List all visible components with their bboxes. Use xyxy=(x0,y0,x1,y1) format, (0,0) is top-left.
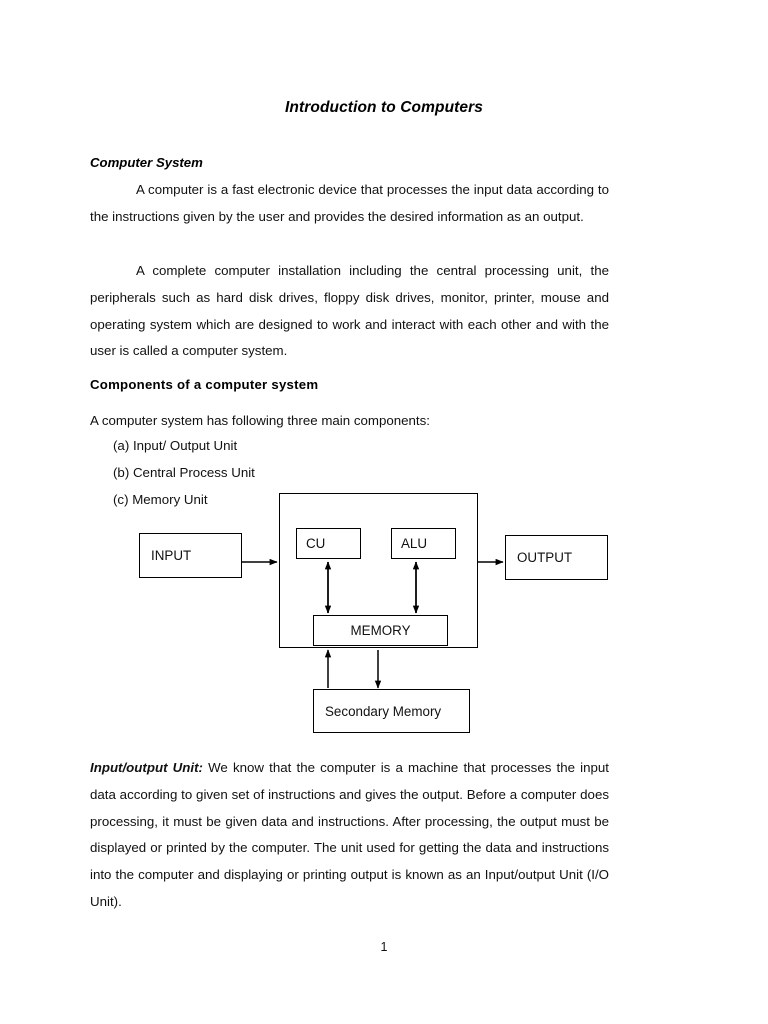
heading-components: Components of a computer system xyxy=(90,377,319,392)
cpu-container-box xyxy=(279,493,478,648)
diagram-box-cu: CU xyxy=(296,528,361,559)
page-title: Introduction to Computers xyxy=(285,99,483,116)
diagram-box-alu: ALU xyxy=(391,528,456,559)
diagram-box-input: INPUT xyxy=(139,533,242,578)
diagram-box-output: OUTPUT xyxy=(505,535,608,580)
list-item: (c) Memory Unit xyxy=(113,492,208,507)
diagram-box-secondary-memory: Secondary Memory xyxy=(313,689,470,733)
list-item: (b) Central Process Unit xyxy=(113,465,255,480)
paragraph-complete-installation: A complete computer installation including the central processing unit, the peripherals such as hard disk drives, floppy disk drives, monitor, printer, mouse and operating system which are designed to work and interact with each other and with the user is called a computer system. xyxy=(90,263,609,359)
paragraph-components-intro: A computer system has following three main components: xyxy=(90,413,430,428)
paragraph-io-unit-lead: Input/output Unit: xyxy=(90,760,203,775)
heading-computer-system: Computer System xyxy=(90,155,203,170)
paragraph-io-unit-body: We know that the computer is a machine that processes the input data according to given set of instructions and gives the output. Before a computer does processing, it must be given data and instructions. After processing, the output must be displayed or printed by the computer. The unit used for getting the data and instructions into the computer and displaying or printing output is known as an Input/output Unit (I/O Unit). xyxy=(90,760,610,909)
page-number: 1 xyxy=(380,940,388,954)
diagram-box-memory: MEMORY xyxy=(313,615,448,646)
list-item: (a) Input/ Output Unit xyxy=(113,438,238,453)
paragraph-io-unit xyxy=(90,755,609,916)
paragraph-computer-definition: A computer is a fast electronic device that processes the input data according to the instructions given by the user and provides the desired information as an output. xyxy=(90,182,609,224)
